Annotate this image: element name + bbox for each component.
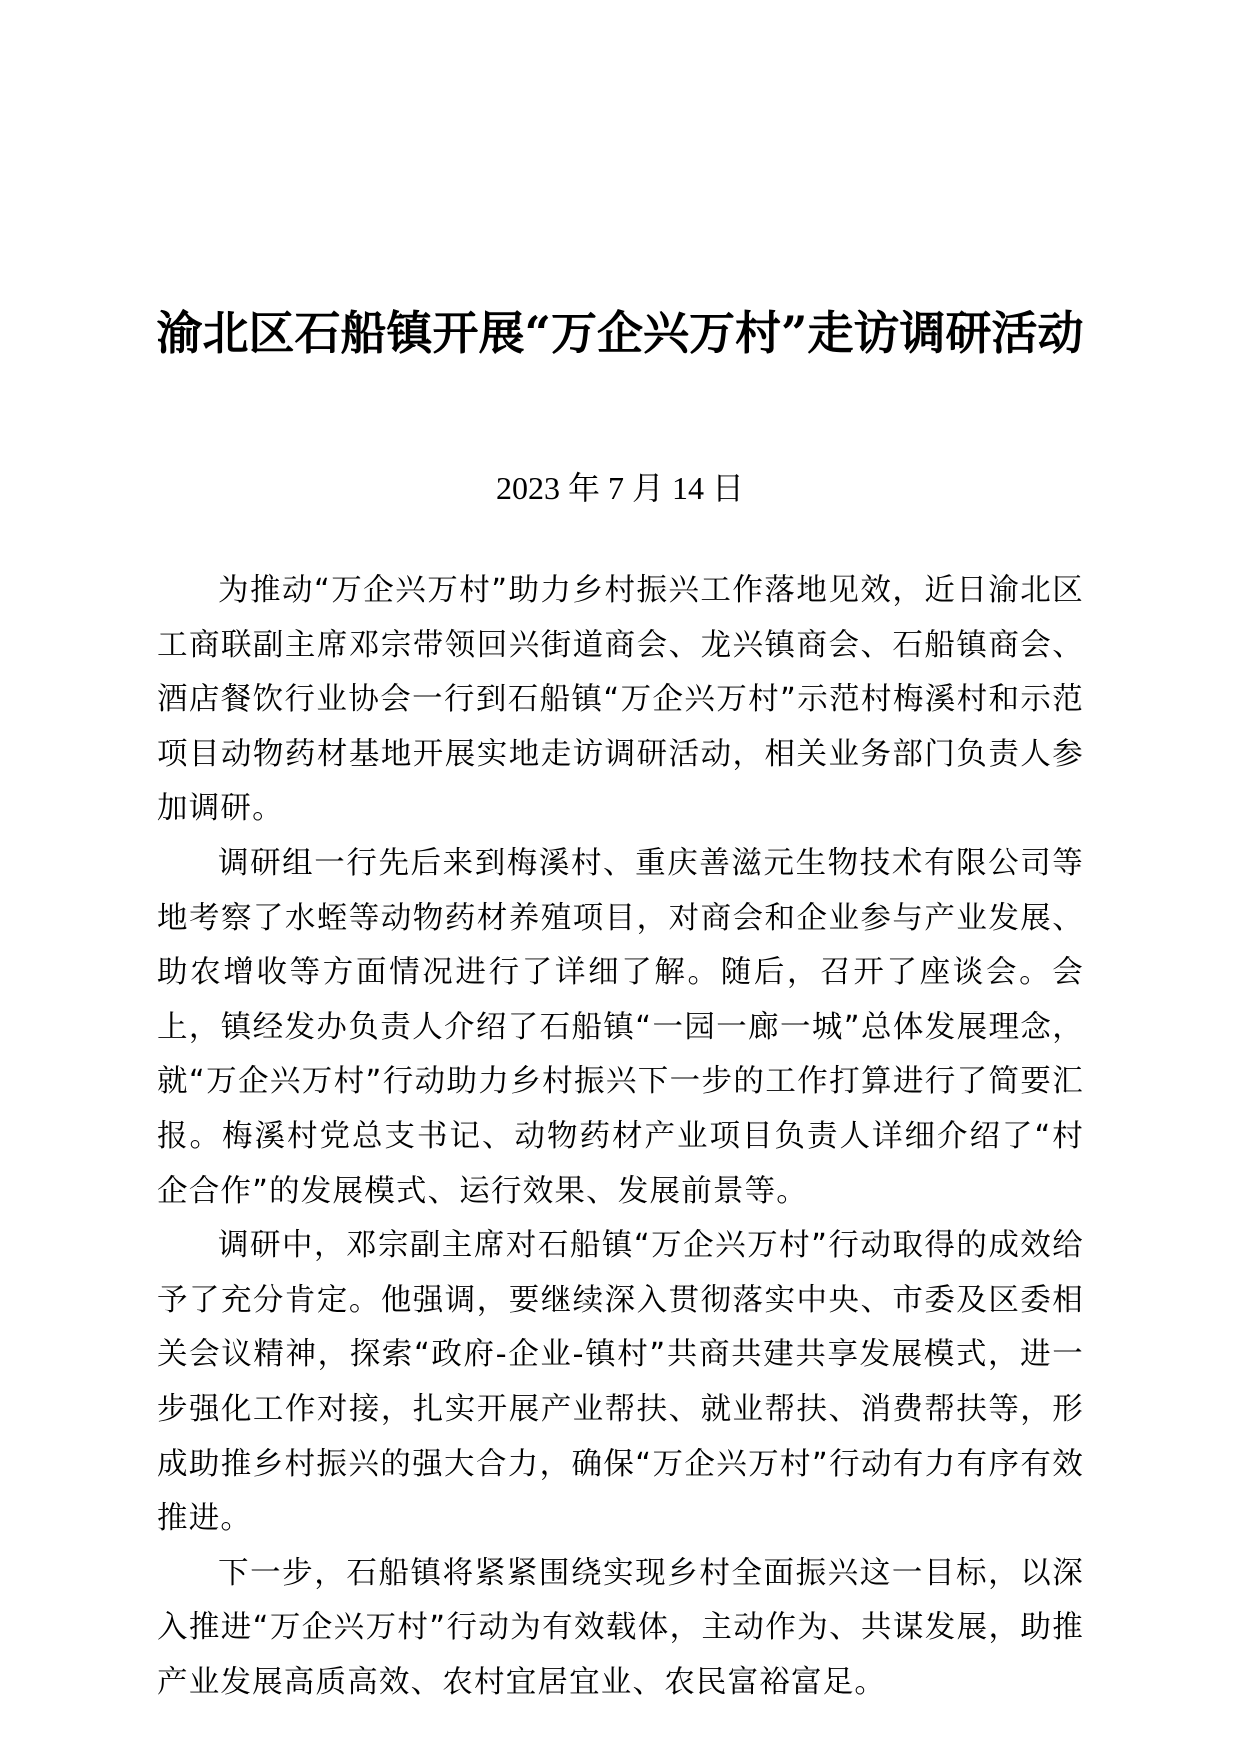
document-body (157, 564, 1084, 1710)
document-title: 渝北区石船镇开展“万企兴万村”走访调研活动 (156, 306, 1084, 360)
paragraph-3: 调研中，邓宗副主席对石船镇“万企兴万村”行动取得的成效给予了充分肯定。他强调，要继续深入贯彻落实中央、市委及区委相关会议精神，探索“政府-企业-镇村”共商共建共享发展模式，进一步强化工作对接，扎实开展产业帮扶、就业帮扶、消费帮扶等，形成助推乡村振兴的强大合力，确保“万企兴万村”行动有力有序有效推进。 (157, 1228, 1084, 1537)
paragraph-1: 为推动“万企兴万村”助力乡村振兴工作落地见效，近日渝北区工商联副主席邓宗带领回兴街道商会、龙兴镇商会、石船镇商会、酒店餐饮行业协会一行到石船镇“万企兴万村”示范村梅溪村和示范项目动物药材基地开展实地走访调研活动，相关业务部门负责人参加调研。 (157, 573, 1084, 827)
document-date: 2023 年 7 月 14 日 (495, 470, 744, 506)
paragraph-4: 下一步，石船镇将紧紧围绕实现乡村全面振兴这一目标，以深入推进“万企兴万村”行动为有效载体，主动作为、共谋发展，助推产业发展高质高效、农村宜居宜业、农民富裕富足。 (157, 1555, 1084, 1700)
paragraph-2: 调研组一行先后来到梅溪村、重庆善滋元生物技术有限公司等地考察了水蛭等动物药材养殖项目，对商会和企业参与产业发展、助农增收等方面情况进行了详细了解。随后，召开了座谈会。会上，镇经发办负责人介绍了石船镇“一园一廊一城”总体发展理念，就“万企兴万村”行动助力乡村振兴下一步的工作打算进行了简要汇报。梅溪村党总支书记、动物药材产业项目负责人详细介绍了“村企合作”的发展模式、运行效果、发展前景等。 (157, 845, 1084, 1209)
